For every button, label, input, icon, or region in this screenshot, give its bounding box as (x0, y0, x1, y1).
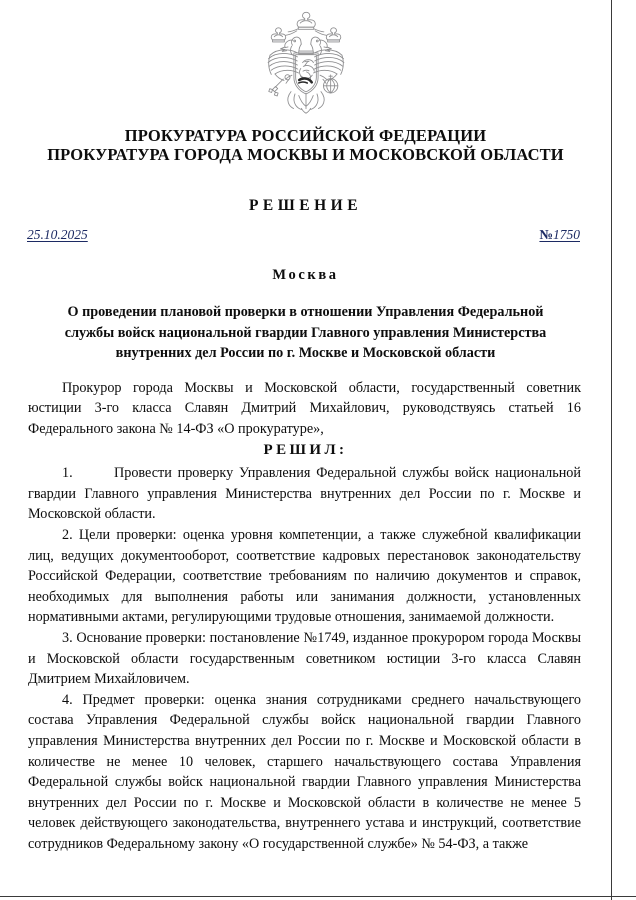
list-item-4 (24, 690, 587, 855)
list-item-2-text: Цели проверки: оценка уровня компетенции, а также служебной квалификации лиц, ведущих документооборот, соответствие кадровых перестановок законодательству Российской Федерации, соответствие требованиям по наличию документов и справок, необходимых для выполнения работы или занимания должности, установленных нормативными актами, регулирующими трудовые отношения, занимаемой должности. (28, 527, 582, 626)
list-item-4-number: 4. (62, 691, 73, 708)
document-body (24, 378, 587, 855)
list-item-2 (24, 525, 587, 628)
document-subject: О проведении плановой проверки в отношении Управления Федеральной службы войск национальной гвардии Главного управления Министерства внутренних дел России по г. Москве и Московской области (64, 304, 547, 361)
list-item-1-number: 1. (62, 465, 73, 482)
coat-of-arms-emblem (24, 0, 587, 126)
list-item-3-number: 3. (62, 630, 73, 647)
list-item-2-number: 2. (62, 527, 73, 544)
document-date: 25.10.2025 (27, 227, 88, 242)
document-meta-row (24, 227, 587, 247)
organization-title-line-2: ПРОКУРАТУРА ГОРОДА МОСКВЫ И МОСКОВСКОЙ ОБЛАСТИ (47, 145, 564, 164)
russian-coat-of-arms-double-headed-eagle-icon (248, 8, 364, 124)
list-item-3-text: Основание проверки: постановление №1749, изданное прокурором города Москвы и Московской области государственным советником юстиции 3-го класса Славян Дмитрием Михайловичем. (28, 630, 582, 688)
list-item-3 (24, 628, 587, 690)
list-item-4-text: Предмет проверки: оценка знания сотрудниками среднего начальствующего состава Управления Федеральной службы войск национальной гвардии Главного управления Министерства внутренних дел России по г. Москве и Московской области в количестве не менее 10 человек, старшего начальствующего состава Управления Федеральной службы войск национальной гвардии Главного управления Министерства внутренних дел России по г. Москве и Московской области в количестве не менее 5 человек действующего законодательства, внутреннего устава и инструкций, соответствие сотрудников Федеральному закону «О государственной службе» № 54-ФЗ, а также (28, 691, 582, 852)
list-item-1-text: Провести проверку Управления Федеральной службы войск национальной гвардии Главного управления Министерства внутренних дел России по г. Москве и Московской области. (28, 465, 581, 523)
number-sign: № (539, 227, 553, 242)
organization-title-line-1: ПРОКУРАТУРА РОССИЙСКОЙ ФЕДЕРАЦИИ (124, 126, 487, 145)
number-value: 1750 (553, 227, 580, 242)
document-city: Москва (272, 267, 339, 283)
preamble-paragraph: Прокурор города Москвы и Московской области, государственный советник юстиции 3-го класса Славян Дмитрий Михайлович, руководствуясь статьей 16 Федерального закона № 14-ФЗ «О прокуратуре», (28, 379, 581, 437)
document-type-heading: РЕШЕНИЕ (248, 197, 363, 214)
list-item-1 (24, 463, 587, 525)
page-edge-bottom (0, 896, 636, 897)
page-edge-right (611, 0, 612, 900)
document-number (539, 227, 580, 243)
resolved-heading: РЕШИЛ: (263, 442, 348, 459)
